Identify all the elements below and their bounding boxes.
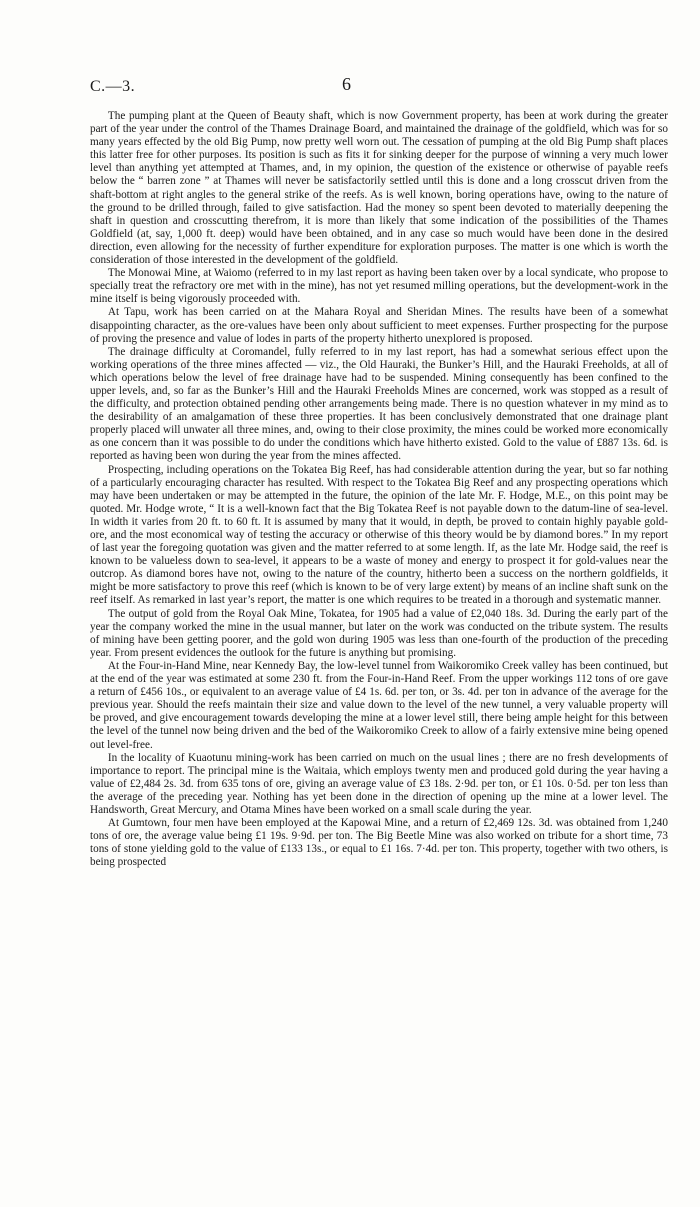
document-page [90,74,668,869]
paragraph: In the locality of Kuaotunu mining-work has been carried on much on the usual lines ; there are no fresh developments of importance to report. The principal mine is the Waitaia, which employs twenty men and produced gold during the year having a value of £2,484 2s. 3d. from 635 tons of ore, giving an average value of £3 18s. 2·9d. per ton, or £1 10s. 0·5d. per ton less than the average of the preceding year. Nothing has yet been done in the direction of opening up the mine at a lower level. The Handsworth, Great Mercury, and Otama Mines have been worked on a small scale during the year. [90,751,668,816]
paragraph: At Gumtown, four men have been employed at the Kapowai Mine, and a return of £2,469 12s. 3d. was obtained from 1,240 tons of ore, the average value being £1 19s. 9·9d. per ton. The Big Beetle Mine was also worked on tribute for a short time, 73 tons of stone yielding gold to the value of £133 13s., or equal to £1 16s. 7·4d. per ton. This property, together with two others, is being prospected [90,817,668,869]
page-header [90,74,668,108]
paragraph: At the Four-in-Hand Mine, near Kennedy Bay, the low-level tunnel from Waikoromiko Creek valley has been continued, but at the end of the year was estimated at some 230 ft. from the Four-in-Hand Reef. From the upper workings 112 tons of ore gave a return of £456 10s., or equivalent to an average value of £4 1s. 6d. per ton, or 3s. 4d. per ton in advance of the average for the previous year. Should the reefs maintain their size and value down to the level of the new tunnel, a very valuable property will be proved, and give encouragement towards developing the mine at a lower level still, there being ample height for this between the level of the tunnel now being driven and the bed of the Waikoromiko Creek to allow of a fairly extensive mine being opened out level-free. [90,659,668,751]
paragraph: Prospecting, including operations on the Tokatea Big Reef, has had considerable attention during the year, but so far nothing of a particularly encouraging character has resulted. With respect to the Tokatea Big Reef and any prospecting operations which may have been undertaken or may be attempted in the future, the opinion of the late Mr. F. Hodge, M.E., on this point may be quoted. Mr. Hodge wrote, “ It is a well-known fact that the Big Tokatea Reef is not payable down to the datum-line of sea-level. In width it varies from 20 ft. to 60 ft. It is assumed by many that it would, in depth, be proved to contain highly payable gold-ore, and the most economical way of testing the accuracy or otherwise of this theory would be by diamond bores.” In my report of last year the foregoing quotation was given and the matter referred to at some length. If, as the late Mr. Hodge said, the reef is known to be valueless down to sea-level, it appears to be a waste of money and energy to prospect it for gold-values near the outcrop. As diamond bores have not, owing to the nature of the country, hitherto been a success on the northern goldfields, it might be more satisfactory to prove this reef (which is known to be of very large extent) by means of an incline shaft sunk on the reef itself. As remarked in last year’s report, the matter is one which requires to be treated in a thorough and systematic manner. [90,463,668,607]
document-reference: C.—3. [90,78,136,95]
paragraph: The pumping plant at the Queen of Beauty shaft, which is now Government property, has been at work during the greater part of the year under the control of the Thames Drainage Board, and maintained the drainage of the goldfield, which was for so many years effected by the old Big Pump, now pretty well worn out. The cessation of pumping at the old Big Pump shaft places this latter free for other purposes. Its position is such as fits it for sinking deeper for the purpose of winning a very much lower level than anything yet attempted at Thames, and, in my opinion, the question of the existence or otherwise of payable reefs below the “ barren zone ” at Thames will never be satisfactorily settled until this is done and a long crosscut driven from the shaft-bottom at right angles to the general strike of the reefs. As is well known, boring operations have, owing to the nature of the ground to be drilled through, failed to give satisfaction. Had the money so spent been devoted to materially deepening the shaft in question and crosscutting therefrom, it is more than likely that some indication of the possibilities of the Thames Goldfield (at, say, 1,000 ft. deep) would have been obtained, and in any case so much would have been done in the desired direction, even allowing for the necessity of further expenditure for exploration purposes. The matter is one which is worth the consideration of those interested in the development of the goldfield. [90,110,668,267]
document-body [90,110,668,869]
paragraph: At Tapu, work has been carried on at the Mahara Royal and Sheridan Mines. The results have been of a somewhat disappointing character, as the ore-values have been only about sufficient to meet expenses. Further prospecting for the purpose of proving the presence and value of lodes in parts of the property hitherto unexplored is proposed. [90,306,668,345]
page-number: 6 [342,74,351,94]
paragraph: The drainage difficulty at Coromandel, fully referred to in my last report, has had a somewhat serious effect upon the working operations of the three mines affected — viz., the Old Hauraki, the Bunker’s Hill, and the Hauraki Freeholds, at all of which operations below the level of free drainage have had to be suspended. Mining consequently has been confined to the upper levels, and, so far as the Bunker’s Hill and the Hauraki Freeholds Mines are concerned, work was stopped as a result of the difficulty, and protection obtained pending other arrangements being made. There is no question whatever in my mind as to the desirability of an amalgamation of these three properties. It has been conclusively demonstrated that one drainage plant properly placed will unwater all three mines, and, owing to their close proximity, the mines could be worked more economically as one concern than it was possible to do under the conditions which have hitherto existed. Gold to the value of £887 13s. 6d. is reported as having been won during the year from the mines affected. [90,345,668,463]
paragraph: The Monowai Mine, at Waiomo (referred to in my last report as having been taken over by a local syndicate, who propose to specially treat the refractory ore met with in the mine), has not yet resumed milling operations, but the development-work in the mine itself is being vigorously proceeded with. [90,267,668,306]
paragraph: The output of gold from the Royal Oak Mine, Tokatea, for 1905 had a value of £2,040 18s. 3d. During the early part of the year the company worked the mine in the usual manner, but later on the work was conducted on the tribute system. The results of mining have been getting poorer, and the gold won during 1905 was less than one-fourth of the production of the preceding year. From present evidences the outlook for the future is anything but promising. [90,607,668,659]
